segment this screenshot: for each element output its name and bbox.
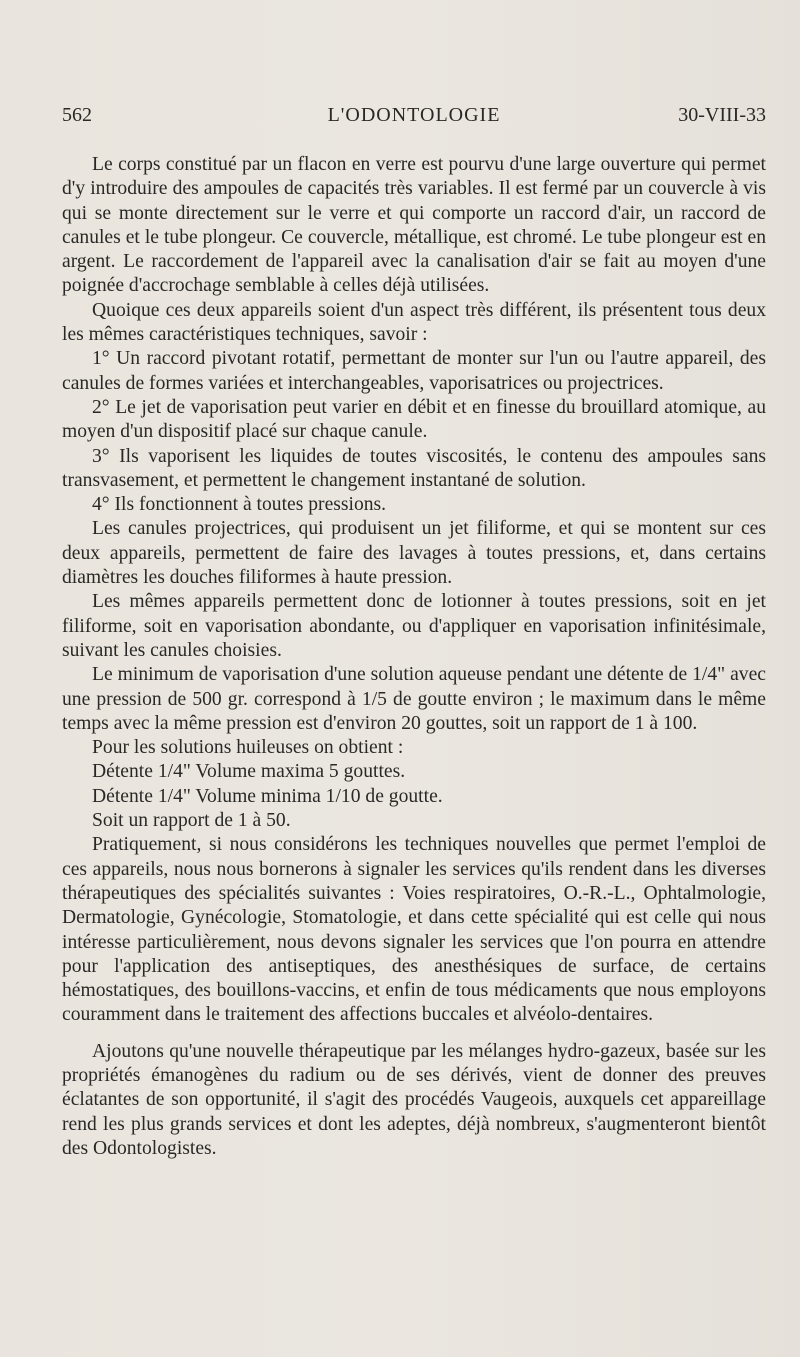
paragraph: 4° Ils fonctionnent à toutes pressions. bbox=[92, 494, 387, 516]
paragraph: Le minimum de vaporisation d'une solution aqueuse pendant une détente de 1/4" avec une pression de 500 gr. correspond à 1/5 de goutte environ ; le maximum dans le même temps avec la même pression est d'environ 20 gouttes, soit un rapport de 1 à 100. bbox=[62, 664, 766, 734]
paragraph: Ajoutons qu'une nouvelle thérapeutique par les mélanges hydro-gazeux, basée sur les propriétés émanogènes du radium ou de ses dérivés, vient de donner des preuves éclatantes de son opportunité, il s'agit des procédés Vaugeois, auxquels cet appareillage rend les plus grands services et dont les adeptes, déjà nombreux, s'augmenteront bientôt des Odontologistes. bbox=[62, 1040, 766, 1159]
page-number: 562 bbox=[62, 104, 92, 126]
journal-title: L'ODONTOLOGIE bbox=[327, 104, 501, 126]
paragraph: Détente 1/4" Volume minima 1/10 de goutte. bbox=[92, 785, 443, 807]
paragraph: Pratiquement, si nous considérons les techniques nouvelles que permet l'emploi de ces appareils, nous nous bornerons à signaler les services qu'ils rendent dans les diverses thérapeutiques des spécialités suivantes : Voies respiratoires, O.-R.-L., Ophtalmologie, Dermatologie, Gynécologie, Stomatologie, et dans cette spécialité qui est celle qui nous intéresse particulièrement, nous devons signaler les services que l'on pourra en attendre pour l'application des antiseptiques, des anesthésiques de surface, de certains hémostatiques, des bouillons-vaccins, et enfin de tous médicaments que nous employons couramment dans le traitement des affections buccales et alvéolo-dentaires. bbox=[62, 834, 766, 1026]
paragraph: 2° Le jet de vaporisation peut varier en débit et en finesse du brouillard atomique, au moyen d'un dispositif placé sur chaque canule. bbox=[62, 396, 766, 443]
article-body bbox=[62, 153, 766, 1161]
paragraph: Les canules projectrices, qui produisent un jet filiforme, et qui se montent sur ces deux appareils, permettent de faire des lavages à toutes pressions, et, dans certains diamètres les douches filiformes à haute pression. bbox=[62, 518, 766, 589]
paragraph: Le corps constitué par un flacon en verre est pourvu d'une large ouverture qui permet d'y introduire des ampoules de capacités très variables. Il est fermé par un couvercle à vis qui se monte directement sur le verre et qui comporte un raccord d'air, un raccord de canules et le tube plongeur. Ce couvercle, métallique, est chromé. Le tube plongeur est en argent. Le raccordement de l'appareil avec la canalisation d'air se fait au moyen d'une poignée d'accrochage semblable à celles déjà utilisées. bbox=[62, 154, 766, 297]
paragraph: Les mêmes appareils permettent donc de lotionner à toutes pressions, soit en jet filiforme, soit en vaporisation abondante, ou d'appliquer en vaporisation infinitésimale, suivant les canules choisies. bbox=[62, 591, 766, 661]
paragraph: Détente 1/4" Volume maxima 5 gouttes. bbox=[92, 761, 406, 783]
paragraph: Pour les solutions huileuses on obtient : bbox=[92, 737, 404, 759]
running-header bbox=[62, 104, 766, 134]
paragraph: Soit un rapport de 1 à 50. bbox=[92, 810, 291, 832]
paragraph: Quoique ces deux appareils soient d'un aspect très différent, ils présentent tous deux les mêmes caractéristiques techniques, savoir : bbox=[62, 299, 766, 346]
issue-date: 30-VIII-33 bbox=[678, 104, 766, 126]
paragraph: 1° Un raccord pivotant rotatif, permettant de monter sur l'un ou l'autre appareil, des canules de formes variées et interchangeables, vaporisatrices ou projectrices. bbox=[62, 348, 766, 394]
paragraph: 3° Ils vaporisent les liquides de toutes viscosités, le contenu des ampoules sans transvasement, et permettent le changement instantané de solution. bbox=[62, 445, 766, 491]
